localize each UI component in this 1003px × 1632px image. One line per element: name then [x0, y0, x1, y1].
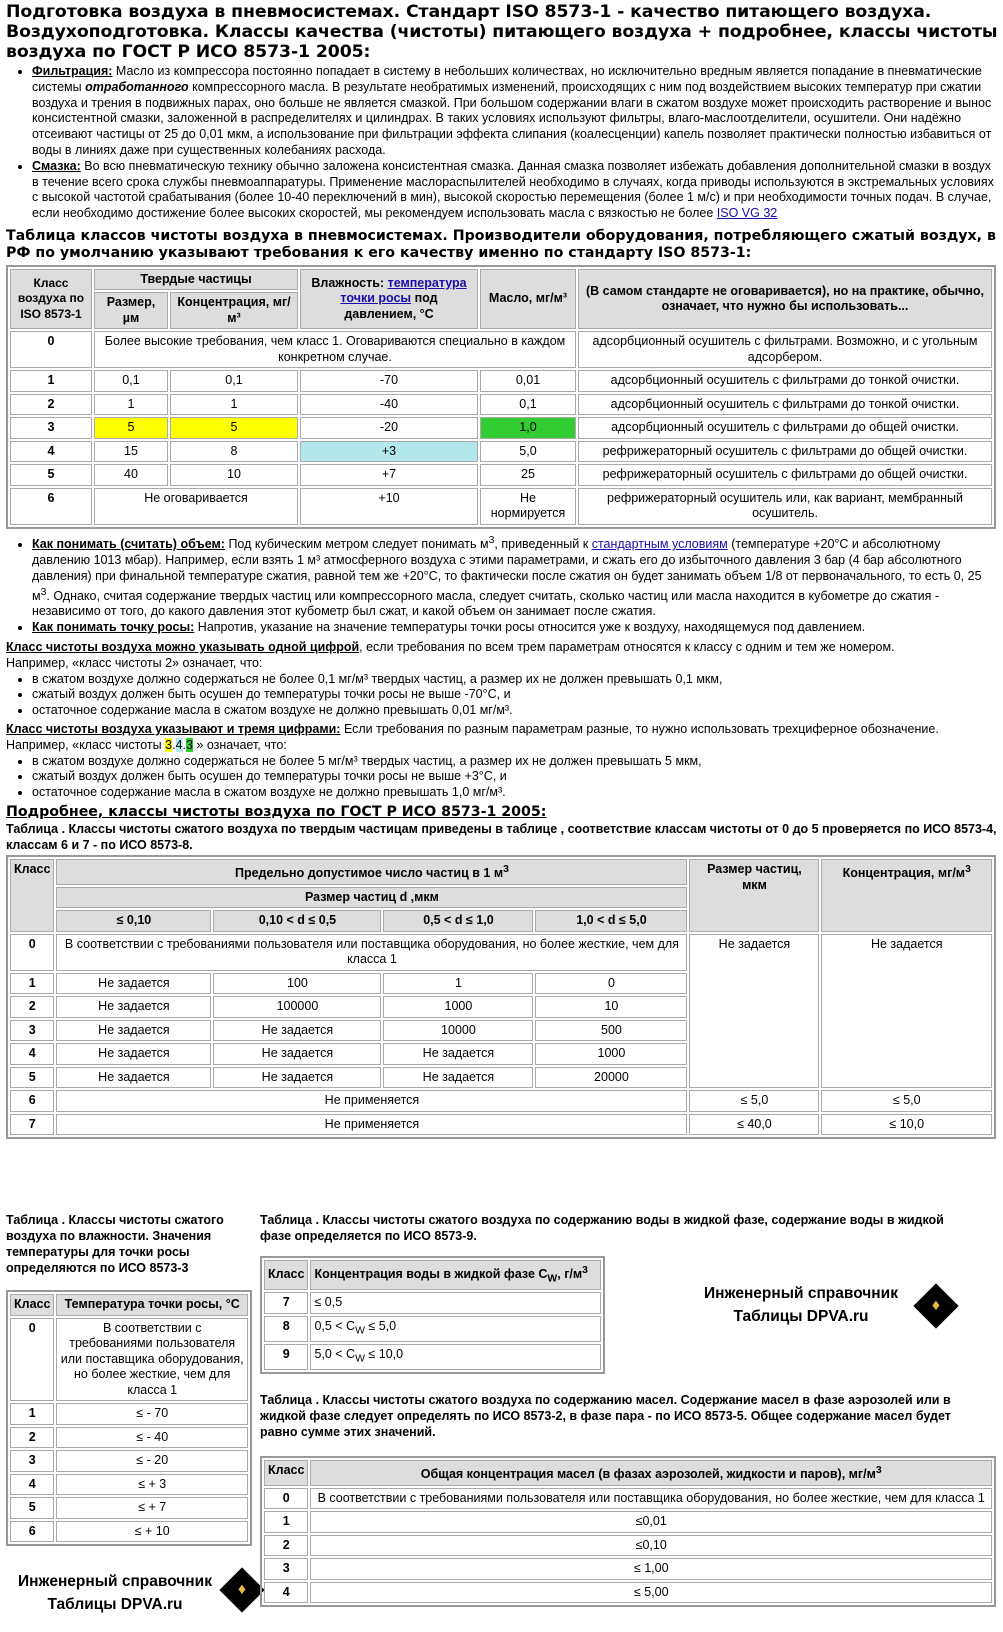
humidity-cell: +7 [300, 464, 478, 486]
value-cell: ≤ + 3 [56, 1474, 248, 1496]
filtration-text: Масло из компрессора постоянно попадает в систему в небольших количествах, но исключительно вредным является попадание в пневматические системы [32, 64, 982, 94]
class-cell: 1 [10, 973, 54, 995]
note-cell: адсорбционный осушитель с фильтрами до общей очистки. [578, 417, 992, 439]
conc-label: Концентрация воды в жидкой фазе C [314, 1267, 548, 1282]
count-cell: 20000 [535, 1067, 687, 1089]
list-item: • остаточное содержание масла в сжатом воздухе не должно превышать 0,01 мг/м³. [32, 703, 999, 719]
class-cell: 6 [10, 1090, 54, 1112]
class-cell: 9 [264, 1344, 308, 1370]
list-item: • сжатый воздух должен быть осушен до температуры точки росы не выше -70°C, и [32, 687, 999, 703]
humidity-cell: +10 [300, 488, 478, 525]
one-digit-label: Класс чистоты воздуха можно указывать одной цифрой [6, 640, 360, 655]
gost-caption: Таблица . Классы чистоты сжатого воздуха по твердым частицам приведены в таблице , соответствие классам чистоты от 0 до 5 проверяется по ИСО 8573-4, классам 6 и 7 - по ИСО 8573-8. [6, 822, 997, 853]
oil-table [260, 1456, 996, 1607]
count-cell: 100000 [213, 996, 381, 1018]
logo-line-2: Таблицы DPVA.ru [733, 1308, 869, 1325]
value-text: 0,5 < C [314, 1318, 356, 1333]
value-cell: ≤ - 70 [56, 1403, 248, 1425]
class-cell: 2 [10, 1427, 54, 1449]
table-row [10, 934, 992, 971]
table-row [264, 1488, 992, 1510]
note-cell: рефрижераторный осушитель с фильтрами до общей очистки. [578, 464, 992, 486]
value-tail: ≤ 5,0 [368, 1318, 397, 1333]
col-header-conc [821, 859, 992, 932]
class-cell: 5 [10, 1497, 54, 1519]
count-cell: Не задается [56, 1020, 211, 1042]
class-cell: 1 [264, 1511, 308, 1533]
volume-sup-2: 3 [40, 586, 47, 598]
count-cell: Не задается [56, 1067, 211, 1089]
three-digit-label: Класс чистоты воздуха указывают и тремя цифрами: [6, 722, 341, 737]
value-cell: ≤ + 10 [56, 1521, 248, 1543]
value-text: 5,0 < C [314, 1346, 356, 1361]
value-cell: ≤ + 7 [56, 1497, 248, 1519]
volume-text: Под кубическим метром следует понимать м [228, 537, 489, 552]
table-row [264, 1535, 992, 1557]
col-header-temp: Температура точки росы, °C [56, 1294, 248, 1316]
water-table [260, 1256, 605, 1374]
table-row [10, 488, 992, 525]
count-cell: 10 [535, 996, 687, 1018]
conc-cell: Не задается [821, 934, 992, 1089]
col-header-size: Размер, µм [94, 292, 168, 329]
count-cell: Не задается [56, 973, 211, 995]
one-digit-text: , если требования по всем трем параметрам относятся к классу с одним и тем же номером. [359, 640, 895, 655]
size-cell: 1 [94, 394, 168, 416]
table-row [10, 331, 992, 368]
conc-sub: W [547, 1273, 558, 1285]
count-cell: Не задается [56, 996, 211, 1018]
class-cell: 0 [264, 1488, 308, 1510]
text-cell: В соответствии с требованиями пользователя или поставщика оборудования, но более жесткие, чем для класса 1 [310, 1488, 992, 1510]
filtration-emphasis: отработанного [85, 79, 189, 94]
value-tail: ≤ 10,0 [368, 1346, 404, 1361]
value-cell: ≤0,01 [310, 1511, 992, 1533]
class-cell: 2 [10, 394, 92, 416]
logo-mark-icon [219, 1567, 264, 1612]
table-row [264, 1292, 601, 1314]
oil-cell: 0,1 [480, 394, 576, 416]
oil-caption: Таблица . Классы чистоты сжатого воздуха по содержанию масел. Содержание масел в фазе аэрозолей или в жидкой фазе следует определять по ИСО 8573-2, в фазе пара - по ИСО 8573-5. Общее содержание масел будет равно сумме этих значений. [260, 1393, 951, 1439]
lubrication-text: Во всю пневматическую технику обычно заложена консистентная смазка. Данная смазка позволяет избежать добавления дополнительной смазки в воздух в течение всего срока службы пневмоаппаратуры. Применение маслораспылителей необходимо в случаях, когда приводы используются в экстремальных условиях с высокой частотой срабатывания (более 10-40 переключений в мин), высокой скоростью перемещения (более 1 м/с) и при необходимости точных подач. В случае, если необходимо достижение более высоких скоростей, мы рекомендуем использовать масла с вязкостью не более [32, 158, 994, 221]
humidity-cell: -40 [300, 394, 478, 416]
water-caption: Таблица . Классы чистоты сжатого воздуха по содержанию воды в жидкой фазе, содержание воды в жидкой фазе определяется по ИСО 8573-9. [260, 1213, 944, 1243]
conc-cell: 5 [170, 417, 298, 439]
standard-conditions-link[interactable]: стандартным условиям [591, 537, 728, 552]
value-cell: ≤0,10 [310, 1535, 992, 1557]
count-cell: 1000 [383, 996, 533, 1018]
col-header-humidity [300, 269, 478, 330]
list-item: • в сжатом воздухе должно содержаться не более 5 мг/м³ твердых частиц, а размер их не должен превышать 5 мкм, [32, 754, 999, 770]
class-cell: 5 [10, 464, 92, 486]
digit-oil: 3 [185, 737, 193, 752]
conc-cell: 0,1 [170, 370, 298, 392]
conc-sup: 3 [582, 1265, 588, 1276]
note-cell: адсорбционный осушитель с фильтрами до тонкой очистки. [578, 394, 992, 416]
col-header-note: (В самом стандарте не оговаривается), но на практике, обычно, означает, что нужно бы использовать... [578, 269, 992, 330]
table-row [10, 370, 992, 392]
table-row [264, 1511, 992, 1533]
count-cell: 1 [383, 973, 533, 995]
volume-text-3: (температуре +20°C и абсолютному давлению 1013 мбар). Например, если взять 1 м³ атмосферного воздуха с этими параметрами, и сжать его до избыточного давления 3 бар (4 бар абсолютного давления) при финальной температуре сжатия, равной тем же +20°C, то фактически после сжатия он будет занимать объем 1/8 от первоначального, то есть 0, 25 м [32, 537, 982, 603]
conc-cell: ≤ 5,0 [821, 1090, 992, 1112]
col-header-dsize: Размер частиц d ,мкм [56, 887, 687, 909]
volume-text-2: , приведенный к [494, 537, 589, 552]
class-cell: 7 [264, 1292, 308, 1314]
humidity-label: Влажность: [311, 275, 385, 290]
conc-sup: 3 [965, 864, 971, 876]
table-row [10, 1318, 248, 1402]
value-cell: ≤ 1,00 [310, 1558, 992, 1580]
oil-cell: 25 [480, 464, 576, 486]
max-label: Предельно допустимое число частиц в 1 м [234, 866, 504, 881]
example-text-2: » означает, что: [196, 737, 287, 752]
table-row [10, 394, 992, 416]
class-cell: 4 [10, 441, 92, 463]
count-cell: Не задается [56, 1043, 211, 1065]
class-cell: 4 [264, 1582, 308, 1604]
list-item [32, 533, 999, 620]
psize-cell: ≤ 40,0 [689, 1114, 819, 1136]
logo-left [6, 1570, 224, 1616]
value-cell: ≤ 0,5 [310, 1292, 601, 1314]
conc-cell: 1 [170, 394, 298, 416]
table-row [10, 1090, 992, 1112]
class-cell: 0 [10, 331, 92, 368]
col-header-range: ≤ 0,10 [56, 910, 211, 932]
class-cell: 3 [264, 1558, 308, 1580]
lubrication-label: Смазка: [32, 158, 81, 173]
one-digit-example: Например, «класс чистоты 2» означает, что: [6, 655, 263, 670]
three-digit-paragraph [6, 722, 999, 738]
logo-right [690, 1282, 912, 1328]
col-header-conc: Концентрация, мг/м³ [170, 292, 298, 329]
table1-heading: Таблица классов чистоты воздуха в пневмосистемах. Производители оборудования, потребляющего сжатый воздух, в РФ по умолчанию указывают требования к его качеству именно по стандарту ISO 8573-1: [6, 227, 996, 261]
col-header-total [310, 1460, 992, 1486]
class-cell: 8 [264, 1316, 308, 1342]
example-text: Например, «класс чистоты [6, 737, 162, 752]
list-item [32, 159, 999, 222]
merged-cell: Не оговаривается [94, 488, 298, 525]
volume-label: Как понимать (считать) объем: [32, 537, 225, 552]
humidity-table [6, 1290, 252, 1546]
count-cell: 10000 [383, 1020, 533, 1042]
class-cell: 1 [10, 370, 92, 392]
merged-cell: Не применяется [56, 1090, 687, 1112]
humidity-unit: под давлением, °C [344, 291, 438, 321]
filtration-label: Фильтрация: [32, 64, 113, 78]
table-row [10, 1427, 248, 1449]
volume-list [6, 533, 999, 636]
table-row [10, 1114, 992, 1136]
table-row [264, 1582, 992, 1604]
dew-point-text: Напротив, указание на значение температуры точки росы относится уже к воздуху, находящемуся под давлением. [197, 620, 866, 635]
value-sub: W [355, 1353, 365, 1365]
value-sub: W [355, 1325, 365, 1337]
col-header-class: Класс воздуха по ISO 8573-1 [10, 269, 92, 330]
list-item: • остаточное содержание масла в сжатом воздухе не должно превышать 1,0 мг/м³. [32, 785, 999, 801]
table-row [264, 1558, 992, 1580]
humidity-cell: +3 [300, 441, 478, 463]
humidity-caption: Таблица . Классы чистоты сжатого воздуха по влажности. Значения температуры для точки росы определяются по ИСО 8573-3 [6, 1213, 224, 1275]
size-cell: 40 [94, 464, 168, 486]
class-cell: 1 [10, 1403, 54, 1425]
three-digit-text: Если требования по разным параметрам разные, то нужно использовать трехциферное обозначение. [343, 722, 939, 737]
conc-unit: , г/м [557, 1267, 583, 1282]
list-item [32, 64, 999, 159]
count-cell: Не задается [383, 1043, 533, 1065]
col-header-class: Класс [10, 859, 54, 932]
oil-cell: 0,01 [480, 370, 576, 392]
oil-cell: 1,0 [480, 417, 576, 439]
text-cell: В соответствии с требованиями пользователя или поставщика оборудования, но более жесткие, чем для класса 1 [56, 1318, 248, 1402]
col-header-class: Класс [10, 1294, 54, 1316]
filtration-text-cont: компрессорного масла. В результате необратимых изменений, происходящих с ним под воздействием высоких температур при сжатии воздуха и трения в подвижных парах, оно больше не является смазкой. При большом содержании влаги в сжатом воздухе может происходить растворение и вынос консистентной смазки, заложенной в распределителях и цилиндрах. В таких условиях используют фильтры, влаго-маслоотделители, осушители. Они надёжно отсеивают частицы от 25 до 0,01 мкм, а использование при фильтрации эффекта слипания (коалесценции) капель позволяет практически полностью избавиться от воды в линиях даже при существенных колебаниях расхода. [32, 79, 992, 157]
psize-cell: ≤ 5,0 [689, 1090, 819, 1112]
conc-cell: ≤ 10,0 [821, 1114, 992, 1136]
one-digit-list [6, 672, 999, 719]
size-cell: 15 [94, 441, 168, 463]
conc-cell: 8 [170, 441, 298, 463]
class-cell: 3 [10, 1450, 54, 1472]
merged-cell: В соответствии с требованиями пользователя или поставщика оборудования, но более жесткие, чем для класса 1 [56, 934, 687, 971]
table-row [264, 1316, 601, 1342]
class-cell: 5 [10, 1067, 54, 1089]
dew-point-link[interactable]: температура точки росы [340, 275, 467, 306]
logo-mark-glyph: ♦ [931, 1297, 941, 1314]
col-header-solid: Твердые частицы [94, 269, 298, 291]
col-header-oil: Масло, мг/м³ [480, 269, 576, 330]
count-cell: Не задается [213, 1020, 381, 1042]
digit-solid: 3 [165, 737, 173, 752]
class-cell: 0 [10, 934, 54, 971]
page [6, 2, 999, 1139]
logo-line-1: Инженерный справочник [18, 1573, 212, 1590]
max-sup: 3 [503, 864, 509, 876]
merged-cell: Не применяется [56, 1114, 687, 1136]
class-cell: 6 [10, 1521, 54, 1543]
gost-heading: Подробнее, классы чистоты воздуха по ГОСТ Р ИСО 8573-1 2005: [6, 804, 547, 821]
humidity-cell: -20 [300, 417, 478, 439]
page-title: Подготовка воздуха в пневмосистемах. Стандарт ISO 8573-1 - качество питающего воздуха. Воздухоподготовка. Классы качества (чистоты) питающего воздуха + подробнее, классы чистоты воздуха по ГОСТ Р ИСО 8573-1 2005: [6, 2, 998, 62]
col-header-range: 0,5 < d ≤ 1,0 [383, 910, 533, 932]
conc-cell: 10 [170, 464, 298, 486]
iso-class-table [6, 265, 996, 529]
note-cell: адсорбционный осушитель с фильтрами до тонкой очистки. [578, 370, 992, 392]
count-cell: Не задается [213, 1043, 381, 1065]
value-cell: ≤ 5,00 [310, 1582, 992, 1604]
table-row [10, 1521, 248, 1543]
col-header-class: Класс [264, 1260, 308, 1290]
table-row [10, 1497, 248, 1519]
gost-particles-table [6, 855, 996, 1139]
one-digit-paragraph [6, 640, 999, 656]
list-item: • в сжатом воздухе должно содержаться не более 0,1 мг/м³ твердых частиц, а размер их не должен превышать 0,1 мкм, [32, 672, 999, 688]
list-item [32, 620, 999, 636]
class-cell: 2 [264, 1535, 308, 1557]
table-row [10, 417, 992, 439]
psize-cell: Не задается [689, 934, 819, 1089]
digit-humidity: 4 [175, 737, 183, 752]
class-cell: 2 [10, 996, 54, 1018]
table-row [10, 1403, 248, 1425]
value-cell [310, 1316, 601, 1342]
intro-list [6, 64, 999, 222]
count-cell: 100 [213, 973, 381, 995]
size-cell: 5 [94, 417, 168, 439]
col-header-max [56, 859, 687, 885]
class-cell: 3 [10, 417, 92, 439]
col-header-range: 0,10 < d ≤ 0,5 [213, 910, 381, 932]
oil-cell: Не нормируется [480, 488, 576, 525]
merged-cell: Более высокие требования, чем класс 1. Оговариваются специально в каждом конкретном случае. [94, 331, 576, 368]
col-header-conc [310, 1260, 601, 1290]
table-row [10, 441, 992, 463]
count-cell: 1000 [535, 1043, 687, 1065]
note-cell: рефрижераторный осушитель или, как вариант, мембранный осушитель. [578, 488, 992, 525]
three-digit-example: Например, «класс чистоты 3.4.3 » означает, что: [6, 737, 287, 752]
oil-cell: 5,0 [480, 441, 576, 463]
volume-text-4: . Однако, считая содержание твердых частиц или компрессорного масла, следует считать, сколько частиц или масла находится в кубометре до сжатия - независимо от того, до какого давления этот кубометр был сжат, и какой объем он занимает после сжатия. [32, 588, 940, 619]
humidity-cell: -70 [300, 370, 478, 392]
note-cell: адсорбционный осушитель с фильтрами. Возможно, и с угольным адсорбером. [578, 331, 992, 368]
logo-mark-glyph: ♦ [237, 1581, 247, 1598]
col-header-class: Класс [264, 1460, 308, 1486]
total-label: Общая концентрация масел (в фазах аэрозолей, жидкости и паров), мг/м [420, 1467, 876, 1482]
class-cell: 0 [10, 1318, 54, 1402]
col-header-psize: Размер частиц, мкм [689, 859, 819, 932]
table-row [10, 1450, 248, 1472]
list-item: • сжатый воздух должен быть осушен до температуры точки росы не выше +3°C, и [32, 769, 999, 785]
volume-sup: 3 [488, 534, 495, 546]
iso-vg32-link[interactable]: ISO VG 32 [716, 206, 778, 221]
conc-label: Концентрация, мг/м [842, 866, 966, 881]
logo-line-1: Инженерный справочник [704, 1285, 898, 1302]
class-cell: 4 [10, 1474, 54, 1496]
logo-mark-icon [913, 1283, 958, 1328]
value-cell: ≤ - 40 [56, 1427, 248, 1449]
note-cell: рефрижераторный осушитель с фильтрами до общей очистки. [578, 441, 992, 463]
table-row [10, 1474, 248, 1496]
class-cell: 4 [10, 1043, 54, 1065]
value-cell: ≤ - 20 [56, 1450, 248, 1472]
count-cell: 500 [535, 1020, 687, 1042]
count-cell: 0 [535, 973, 687, 995]
dew-point-label: Как понимать точку росы: [32, 620, 195, 635]
three-digit-list [6, 754, 999, 801]
count-cell: Не задается [383, 1067, 533, 1089]
table-row [264, 1344, 601, 1370]
value-cell [310, 1344, 601, 1370]
table-row [10, 464, 992, 486]
class-cell: 3 [10, 1020, 54, 1042]
count-cell: Не задается [213, 1067, 381, 1089]
size-cell: 0,1 [94, 370, 168, 392]
class-cell: 6 [10, 488, 92, 525]
total-sup: 3 [875, 1465, 882, 1476]
logo-line-2: Таблицы DPVA.ru [47, 1596, 183, 1613]
class-cell: 7 [10, 1114, 54, 1136]
col-header-range: 1,0 < d ≤ 5,0 [535, 910, 687, 932]
